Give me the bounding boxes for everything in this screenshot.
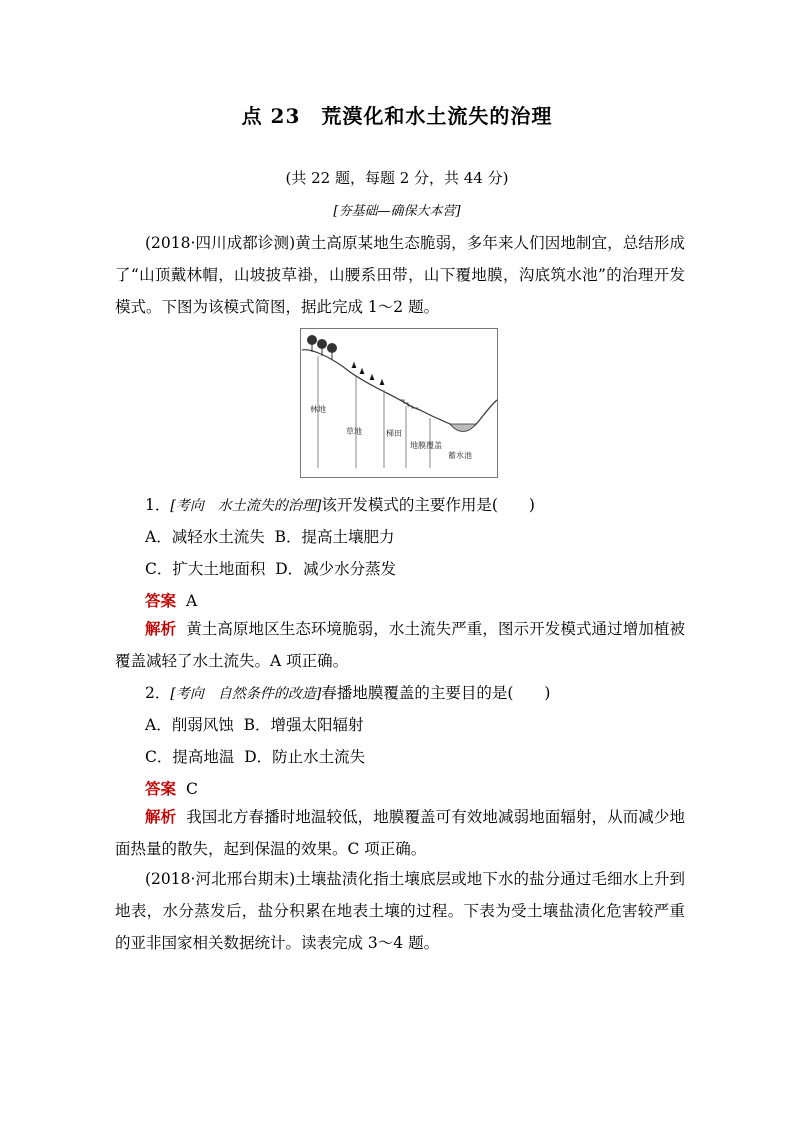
q2-answer-label: 答案 [145, 779, 177, 798]
q2-analysis-label: 解析 [145, 807, 177, 826]
q1-analysis-text: 黄土高原地区生态环境脆弱，水土流失严重，图示开发模式通过增加植被覆盖减轻了水土流失。A 项正确。 [115, 620, 685, 670]
q1-option-c: C．扩大土地面积 [145, 560, 266, 578]
page-title: 点 23 荒漠化和水土流失的治理 [241, 104, 553, 128]
grass-icons [352, 363, 384, 385]
section-heading: [夯基础—确保大本营] [333, 204, 461, 219]
q1-options-row-2 [145, 557, 396, 579]
q2-tag: [考向 自然条件的改造] [170, 686, 322, 702]
q2-options-row-2 [145, 745, 365, 767]
label-terrace: 梯田 [386, 429, 402, 438]
q1-answer-label: 答案 [145, 591, 177, 610]
q2-number: 2． [145, 684, 171, 702]
q1-stem: 该开发模式的主要作用是( ) [321, 496, 535, 514]
terrain-svg [300, 328, 498, 478]
q2-option-b: B．增强太阳辐射 [243, 716, 364, 734]
q2-stem: 春播地膜覆盖的主要目的是( ) [321, 684, 551, 702]
q2-answer-value: C [186, 780, 198, 798]
intro-paragraph-1: (2018·四川成都诊测)黄土高原某地生态脆弱，多年来人们因地制宜，总结形成了“山顶戴林帽，山坡披草褂，山腰系田带，山下覆地膜，沟底筑水池”的治理开发模式。下图为该模式简图，据此完成 1～2 题。 [115, 234, 685, 316]
score-info: (共 22 题，每题 2 分，共 44 分) [285, 169, 509, 187]
q2-analysis [115, 801, 685, 865]
q1-answer-value: A [186, 592, 198, 610]
label-grass: 草地 [346, 427, 362, 436]
q1-options-row-1 [145, 525, 394, 547]
q2-option-a: A．削弱风蚀 [145, 716, 234, 734]
q1-answer [145, 589, 197, 611]
label-forest: 林地 [310, 405, 326, 414]
q1-analysis-label: 解析 [145, 619, 177, 638]
question-2 [145, 681, 550, 703]
pool-shape [450, 424, 476, 432]
q2-option-d: D．防止水土流失 [244, 748, 366, 766]
q1-analysis [115, 613, 685, 677]
intro-paragraph-2: (2018·河北邢台期末)土壤盐渍化指土壤底层或地下水的盐分通过毛细水上升到地表，水分蒸发后，盐分积累在地表土壤的过程。下表为受土壤盐渍化危害较严重的亚非国家相关数据统计。读表完成 3～4 题。 [115, 870, 685, 952]
tree-icons [307, 335, 337, 360]
label-pool: 蓄水池 [448, 451, 472, 460]
label-film: 地膜覆盖 [410, 441, 442, 450]
question-1 [145, 493, 535, 515]
q1-option-d: D．减少水分蒸发 [275, 560, 397, 578]
q1-number: 1． [145, 496, 171, 514]
q2-option-c: C．提高地温 [145, 748, 235, 766]
q2-analysis-text: 我国北方春播时地温较低，地膜覆盖可有效地减弱地面辐射，从而减少地面热量的散失，起到保温的效果。C 项正确。 [115, 808, 685, 858]
q1-option-a: A．减轻水土流失 [145, 528, 265, 546]
q1-tag: [考向 水土流失的治理] [170, 498, 322, 514]
q2-answer [145, 777, 198, 799]
terrain-diagram [300, 328, 498, 478]
slope-line [302, 350, 497, 430]
q1-option-b: B．提高土壤肥力 [274, 528, 395, 546]
q2-options-row-1 [145, 713, 363, 735]
